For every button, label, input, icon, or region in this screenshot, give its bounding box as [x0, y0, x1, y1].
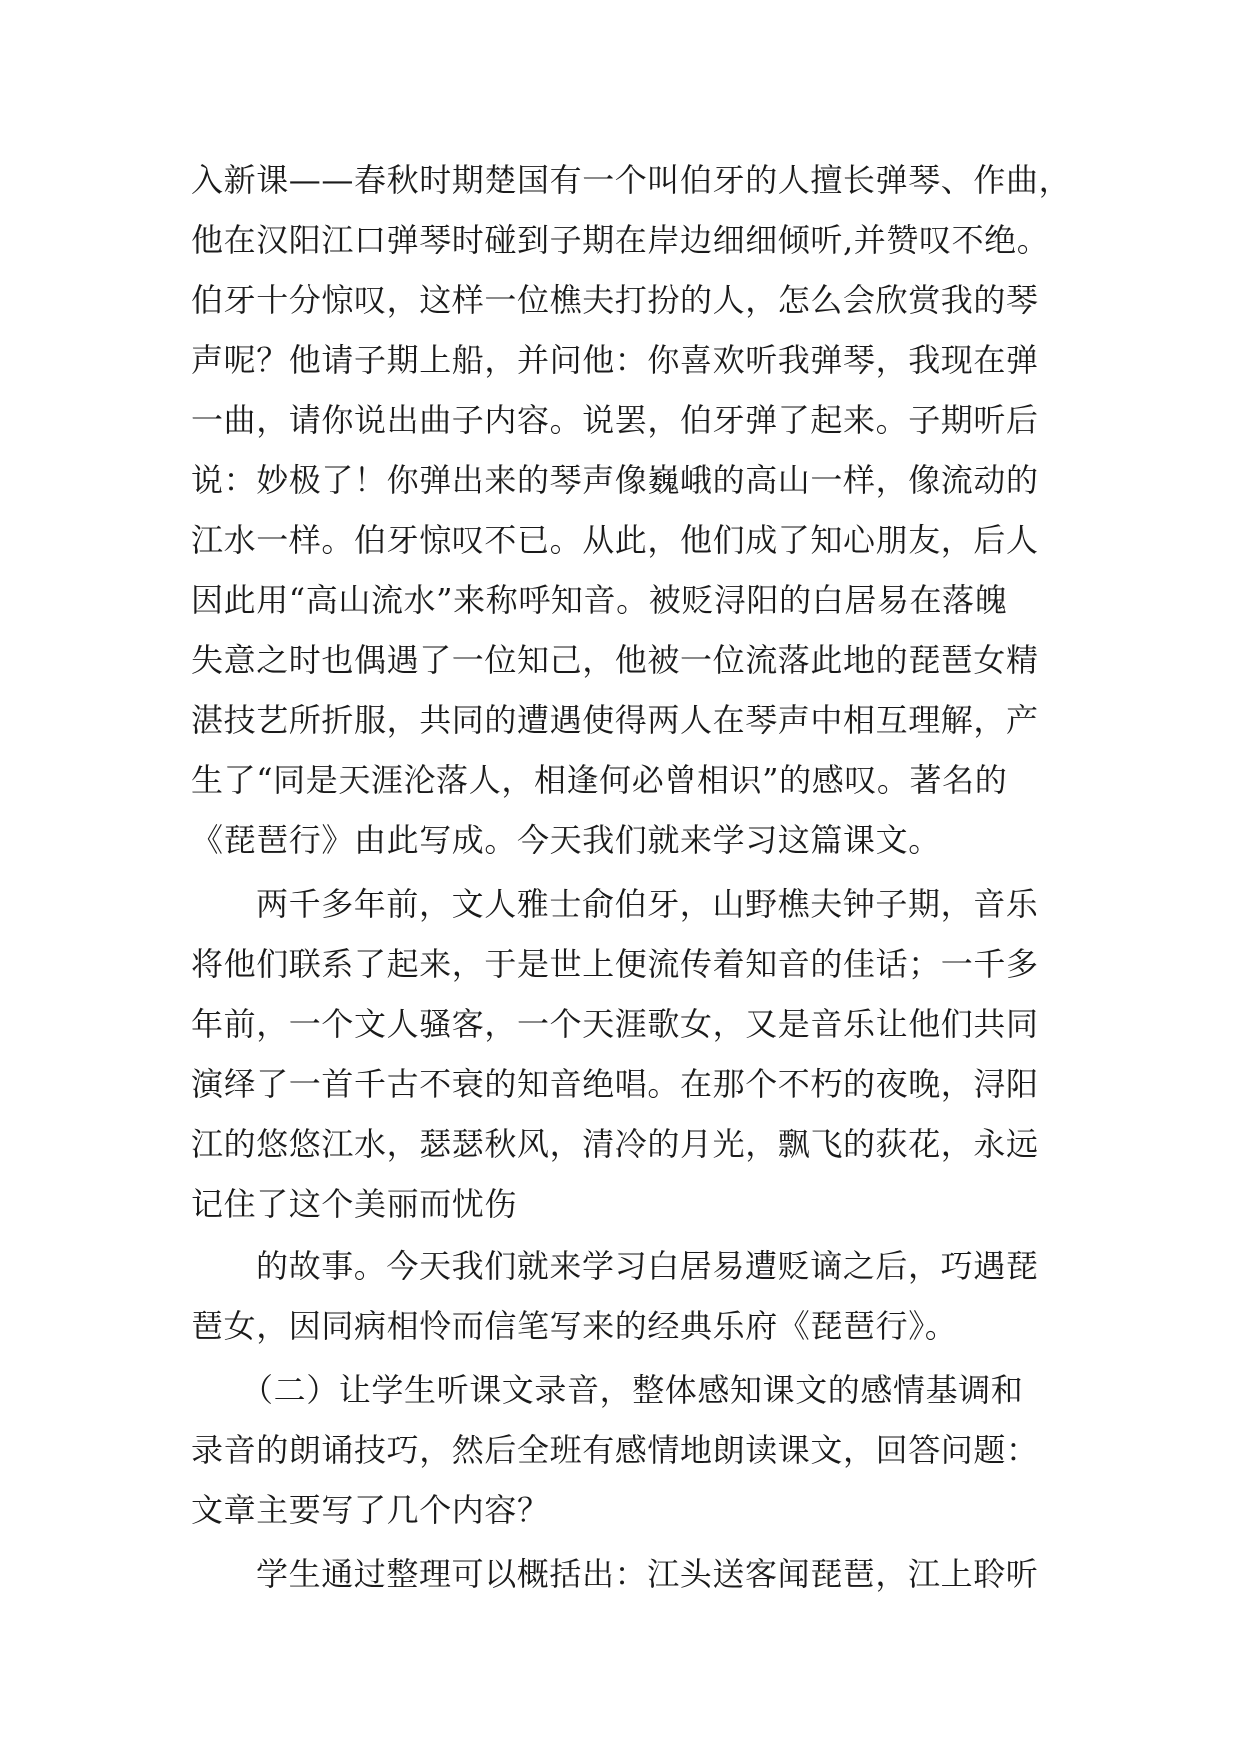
text-line: 琶女，因同病相怜而信笔写来的经典乐府《琵琶行》。 [191, 1307, 958, 1345]
paragraph-first-line: 两千多年前，文人雅士俞伯牙，山野樵夫钟子期，音乐 [256, 885, 1039, 923]
text-line: 文章主要写了几个内容？ [191, 1491, 550, 1529]
text-line: 湛技艺所折服，共同的遭遇使得两人在琴声中相互理解，产 [191, 701, 1039, 739]
text-line: 声呢？他请子期上船，并问他：你喜欢听我弹琴，我现在弹 [191, 341, 1039, 379]
paragraph-first-line: 的故事。今天我们就来学习白居易遭贬谪之后，巧遇琵 [256, 1247, 1039, 1285]
text-line: 因此用“高山流水”来称呼知音。被贬浔阳的白居易在落魄 [191, 581, 1008, 619]
text-line: 录音的朗诵技巧，然后全班有感情地朗读课文，回答问题： [191, 1431, 1039, 1469]
text-line: 生了“同是天涯沦落人，相逢何必曾相识”的感叹。著名的 [191, 761, 1008, 799]
text-line: 说：妙极了！你弹出来的琴声像巍峨的高山一样，像流动的 [191, 461, 1039, 499]
text-line: 记住了这个美丽而忧伤 [191, 1185, 518, 1223]
text-line: 演绎了一首千古不衰的知音绝唱。在那个不朽的夜晚，浔阳 [191, 1065, 1039, 1103]
text-line: 《琵琶行》由此写成。今天我们就来学习这篇课文。 [191, 821, 941, 859]
text-line: 他在汉阳江口弹琴时碰到子期在岸边细细倾听,并赞叹不绝。 [191, 221, 1050, 259]
text-line: 一曲，请你说出曲子内容。说罢，伯牙弹了起来。子期听后 [191, 401, 1039, 439]
text-line: 失意之时也偶遇了一位知己，他被一位流落此地的琵琶女精 [191, 641, 1039, 679]
text-line: 年前，一个文人骚客，一个天涯歌女，又是音乐让他们共同 [191, 1005, 1039, 1043]
text-line: 将他们联系了起来，于是世上便流传着知音的佳话；一千多 [191, 945, 1039, 983]
text-line: 入新课——春秋时期楚国有一个叫伯牙的人擅长弹琴、作曲， [191, 161, 1072, 199]
text-line: 江水一样。伯牙惊叹不已。从此，他们成了知心朋友，后人 [191, 521, 1039, 559]
text-line: 伯牙十分惊叹，这样一位樵夫打扮的人，怎么会欣赏我的琴 [191, 281, 1039, 319]
text-line: 江的悠悠江水，瑟瑟秋风，清冷的月光，飘飞的荻花，永远 [191, 1125, 1039, 1163]
section-heading-line: （二）让学生听课文录音，整体感知课文的感情基调和 [241, 1371, 1024, 1409]
paragraph-first-line: 学生通过整理可以概括出：江头送客闻琵琶，江上聆听 [256, 1555, 1039, 1593]
